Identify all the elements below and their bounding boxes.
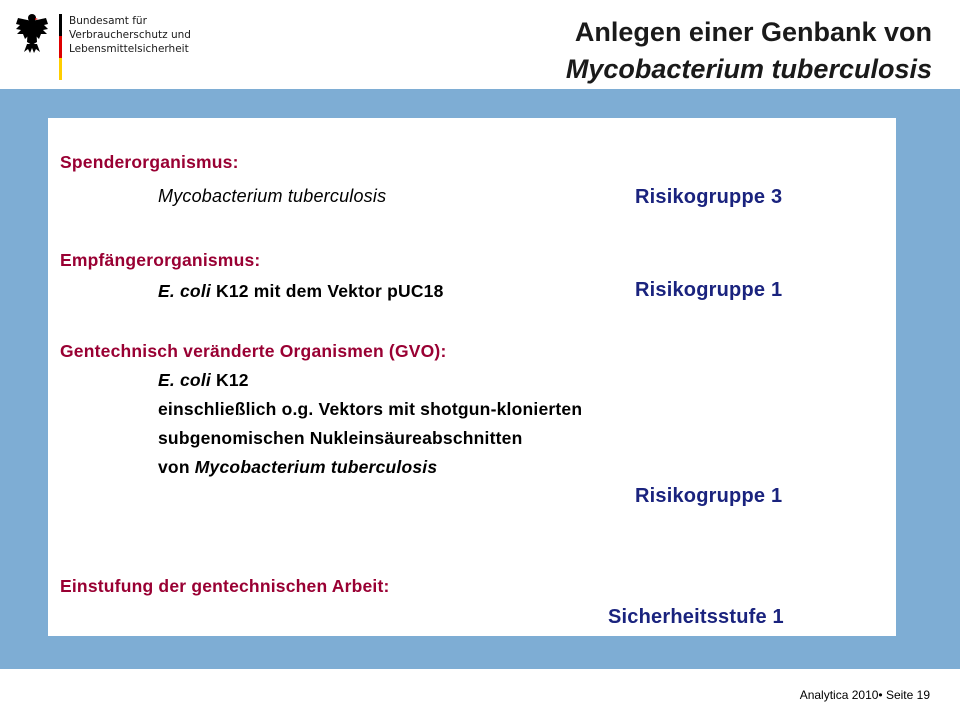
slide-title-line2: Mycobacterium tuberculosis	[565, 54, 932, 84]
recipient-risk-group: Risikogruppe 1	[635, 279, 783, 301]
federal-eagle-icon	[14, 12, 50, 54]
classification-heading: Einstufung der gentechnischen Arbeit:	[60, 576, 390, 596]
org-name-line: Verbraucherschutz und	[69, 29, 191, 41]
gmo-line-4	[158, 457, 437, 478]
org-name-line: Bundesamt für	[69, 15, 147, 27]
gmo-line-1-italic: E. coli	[158, 370, 211, 390]
recipient-organism-italic: E. coli	[158, 281, 211, 301]
gmo-line-1-rest: K12	[210, 370, 249, 390]
slide-title	[566, 14, 932, 88]
slide-title-line1: Anlegen einer Genbank von	[574, 17, 932, 47]
safety-level: Sicherheitsstufe 1	[608, 606, 784, 628]
donor-organism: Mycobacterium tuberculosis	[158, 186, 387, 206]
donor-risk-group: Risikogruppe 3	[635, 186, 783, 208]
gmo-line-3: subgenomischen Nukleinsäureabschnitten	[158, 428, 523, 448]
gmo-line-4-prefix: von	[158, 457, 195, 477]
organization-name	[69, 14, 191, 56]
recipient-heading: Empfängerorganismus:	[60, 250, 261, 270]
donor-heading: Spenderorganismus:	[60, 152, 239, 172]
gmo-line-2: einschließlich o.g. Vektors mit shotgun-klonierten	[158, 399, 583, 419]
german-flag-bar	[59, 14, 62, 80]
recipient-organism	[158, 281, 444, 302]
gmo-line-1	[158, 370, 249, 391]
bvl-logo	[14, 8, 214, 78]
gmo-risk-group: Risikogruppe 1	[635, 485, 783, 507]
recipient-organism-rest: K12 mit dem Vektor pUC18	[210, 281, 444, 301]
gmo-line-4-italic: Mycobacterium tuberculosis	[194, 457, 438, 477]
gmo-heading: Gentechnisch veränderte Organismen (GVO):	[60, 341, 447, 361]
slide-footer: Analytica 2010• Seite 19	[799, 688, 930, 702]
org-name-line: Lebensmittelsicherheit	[69, 43, 189, 55]
